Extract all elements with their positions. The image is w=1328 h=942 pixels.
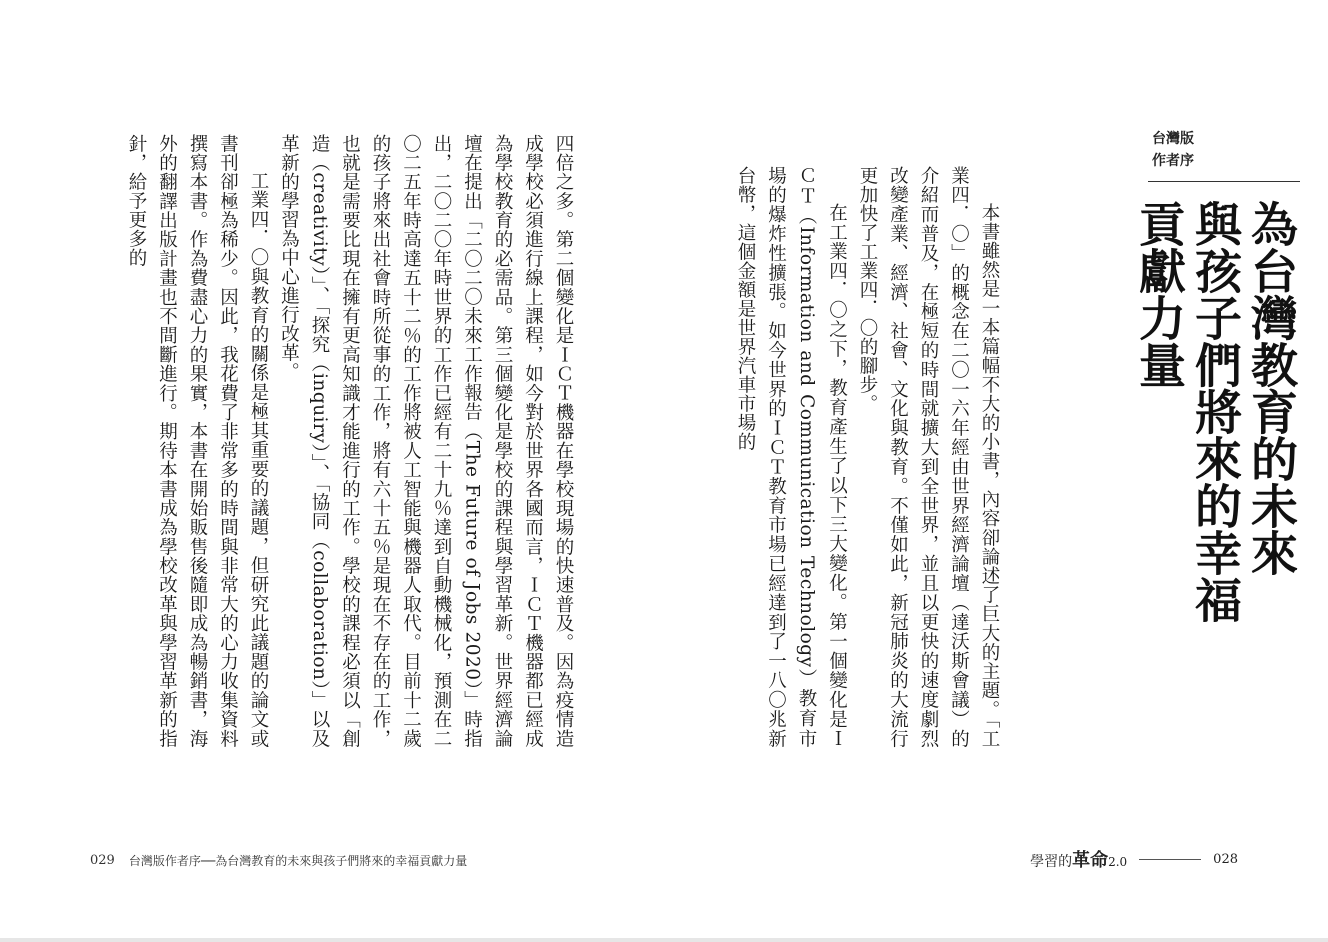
chapter-title bbox=[1130, 200, 1298, 660]
section-label-rule bbox=[1148, 181, 1300, 182]
page-bottom-edge bbox=[0, 938, 1328, 942]
left-page-footer bbox=[90, 850, 467, 870]
left-page-body bbox=[98, 134, 578, 748]
right-page-body bbox=[735, 166, 1004, 748]
paragraph: 本書雖然是一本篇幅不大的小書，內容卻論述了巨大的主題。「工業四．〇」的概念在二〇一六年經由世界經濟論壇（達沃斯會議）的介紹而普及，在極短的時間就擴大到全世界，並且以更快的速度劇烈改變產業、經濟、社會、文化與教育。不僅如此，新冠肺炎的大流行更加快了工業四．〇的腳步。 bbox=[857, 166, 1000, 748]
section-label bbox=[1152, 128, 1272, 172]
section-label-line1: 台灣版 bbox=[1152, 131, 1194, 147]
paragraph: 在工業四．〇之下，教育產生了以下三大變化。第一個變化是ＩＣＴ（Information and Communication Technology）教育市場的爆炸性擴張。如今世界的ＩＣＴ教育市場已經達到了一八〇兆新台幣，這個金額是世界汽車市場的 bbox=[735, 166, 848, 748]
chapter-title-line1: 為台灣教育的未來 bbox=[1243, 200, 1298, 576]
book-title-version: 2.0 bbox=[1108, 855, 1128, 869]
book-title-prefix: 學習的 bbox=[1030, 854, 1073, 870]
paragraph: 四倍之多。第二個變化是ＩＣＴ機器在學校現場的快速普及。因為疫情造成學校必須進行線上課程，如今對於世界各國而言，ＩＣＴ機器都已經成為學校教育的必需品。第三個變化是學校的課程與學習革新。世界經濟論壇在提出「二〇二〇未來工作報告（The Future of Jobs 2020）」時指出，二〇二〇年時世界的工作已經有二十九％達到自動機械化，預測在二〇二五年時高達五十二％的工作將被人工智能與機器人取代。目前十二歲的孩子將來出社會時所從事的工作，將有六十五％是現在不存在的工作，也就是需要比現在擁有更高知識才能進行的工作。學校的課程必須以「創造（creativity）」、「探究（inquiry）」、「協同（collaboration）」以及革新的學習為中心進行改革。 bbox=[278, 134, 574, 748]
section-label-line2: 作者序 bbox=[1152, 153, 1194, 169]
book-title bbox=[1030, 846, 1127, 872]
footer-rule bbox=[1139, 859, 1201, 860]
running-head: 台灣版作者序──為台灣教育的未來與孩子們將來的幸福貢獻力量 bbox=[128, 853, 468, 868]
page-number-left: 029 bbox=[90, 852, 115, 868]
chapter-title-line2: 與孩子們將來的幸福貢獻力量 bbox=[1131, 200, 1242, 623]
page-number-right: 028 bbox=[1213, 851, 1238, 867]
right-page-footer bbox=[1030, 847, 1238, 871]
paragraph: 工業四．〇與教育的關係是極其重要的議題，但研究此議題的論文或書刊卻極為稀少。因此，我花費了非常多的時間與非常大的心力收集資料撰寫本書。作為費盡心力的果實，本書在開始販售後隨即成為暢銷書，海外的翻譯出版計畫也不間斷進行。期待本書成為學校改革與學習革新的指針，給予更多的 bbox=[126, 134, 269, 748]
book-title-main: 革命 bbox=[1072, 850, 1109, 871]
